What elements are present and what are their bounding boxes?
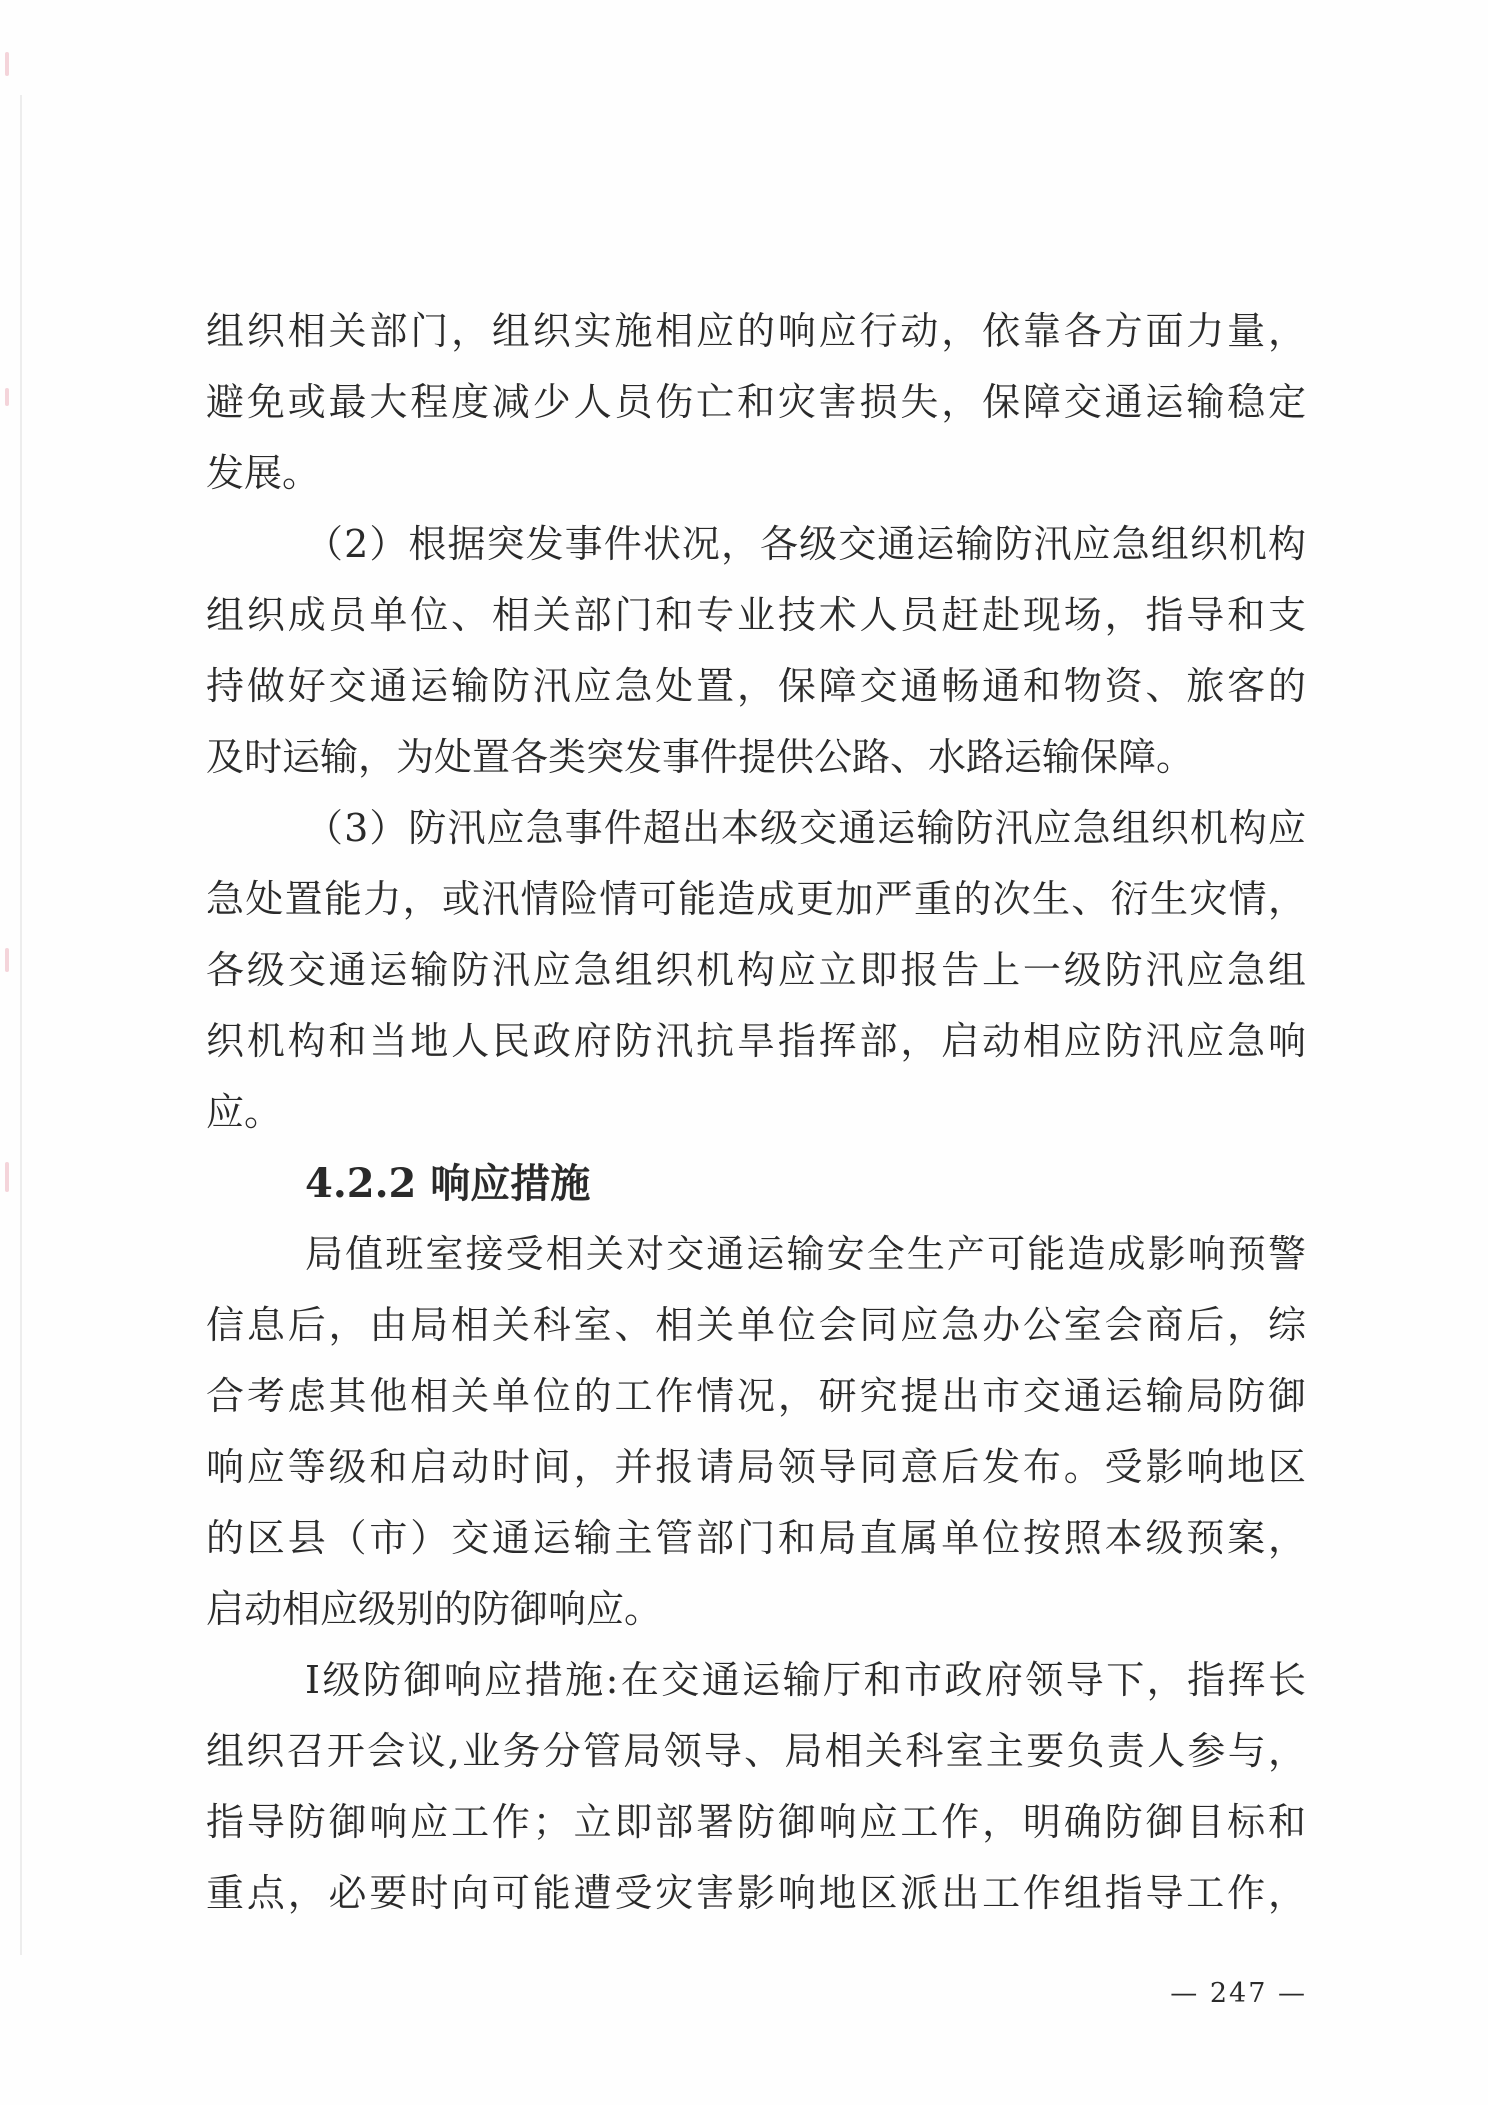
text-line: 急处置能力，或汛情险情可能造成更加严重的次生、衍生灾情，	[206, 877, 1306, 921]
text-line: 应。	[206, 1090, 283, 1134]
page-number: — 247 —	[1170, 1978, 1307, 2009]
text-line: 组织相关部门，组织实施相应的响应行动，依靠各方面力量，	[206, 309, 1306, 353]
text-line: 组织成员单位、相关部门和专业技术人员赶赴现场，指导和支	[206, 593, 1306, 637]
text-line: 局值班室接受相关对交通运输安全生产可能造成影响预警	[305, 1232, 1306, 1276]
text-line: 组织召开会议,业务分管局领导、局相关科室主要负责人参与，	[206, 1729, 1306, 1773]
text-line: 持做好交通运输防汛应急处置，保障交通畅通和物资、旅客的	[206, 664, 1306, 708]
paragraph-response-measures	[206, 1219, 1306, 1645]
text-line: 信息后，由局相关科室、相关单位会同应急办公室会商后，综	[206, 1303, 1306, 1347]
paragraph-item-2	[206, 509, 1306, 793]
text-line: （3）防汛应急事件超出本级交通运输防汛应急组织机构应	[305, 806, 1306, 850]
scan-artifact-pink	[5, 388, 9, 406]
page-body	[206, 296, 1306, 1929]
text-line: 合考虑其他相关单位的工作情况，研究提出市交通运输局防御	[206, 1374, 1306, 1418]
text-line: 避免或最大程度减少人员伤亡和灾害损失，保障交通运输稳定	[206, 380, 1306, 424]
text-line: 发展。	[206, 451, 321, 495]
text-line: 启动相应级别的防御响应。	[206, 1587, 663, 1631]
text-line: 各级交通运输防汛应急组织机构应立即报告上一级防汛应急组	[206, 948, 1306, 992]
paragraph-level1-response	[206, 1645, 1306, 1929]
text-line: 及时运输，为处置各类突发事件提供公路、水路运输保障。	[206, 735, 1195, 779]
text-line: （2）根据突发事件状况，各级交通运输防汛应急组织机构	[305, 522, 1306, 566]
text-line: 重点，必要时向可能遭受灾害影响地区派出工作组指导工作，	[206, 1871, 1306, 1915]
scan-artifact-pink	[5, 948, 9, 972]
text-line: 指导防御响应工作；立即部署防御响应工作，明确防御目标和	[206, 1800, 1306, 1844]
text-line: Ⅰ级防御响应措施:在交通运输厅和市政府领导下，指挥长	[305, 1658, 1306, 1702]
section-heading-4-2-2: 4.2.2 响应措施	[305, 1160, 591, 1207]
paragraph-continuation	[206, 296, 1306, 509]
scan-artifact-pink	[5, 52, 9, 76]
text-line: 的区县（市）交通运输主管部门和局直属单位按照本级预案，	[206, 1516, 1306, 1560]
scan-artifact-pink	[5, 1162, 9, 1192]
scan-edge-line	[20, 95, 22, 1955]
paragraph-item-3	[206, 793, 1306, 1148]
text-line: 织机构和当地人民政府防汛抗旱指挥部，启动相应防汛应急响	[206, 1019, 1306, 1063]
text-line: 响应等级和启动时间，并报请局领导同意后发布。受影响地区	[206, 1445, 1306, 1489]
